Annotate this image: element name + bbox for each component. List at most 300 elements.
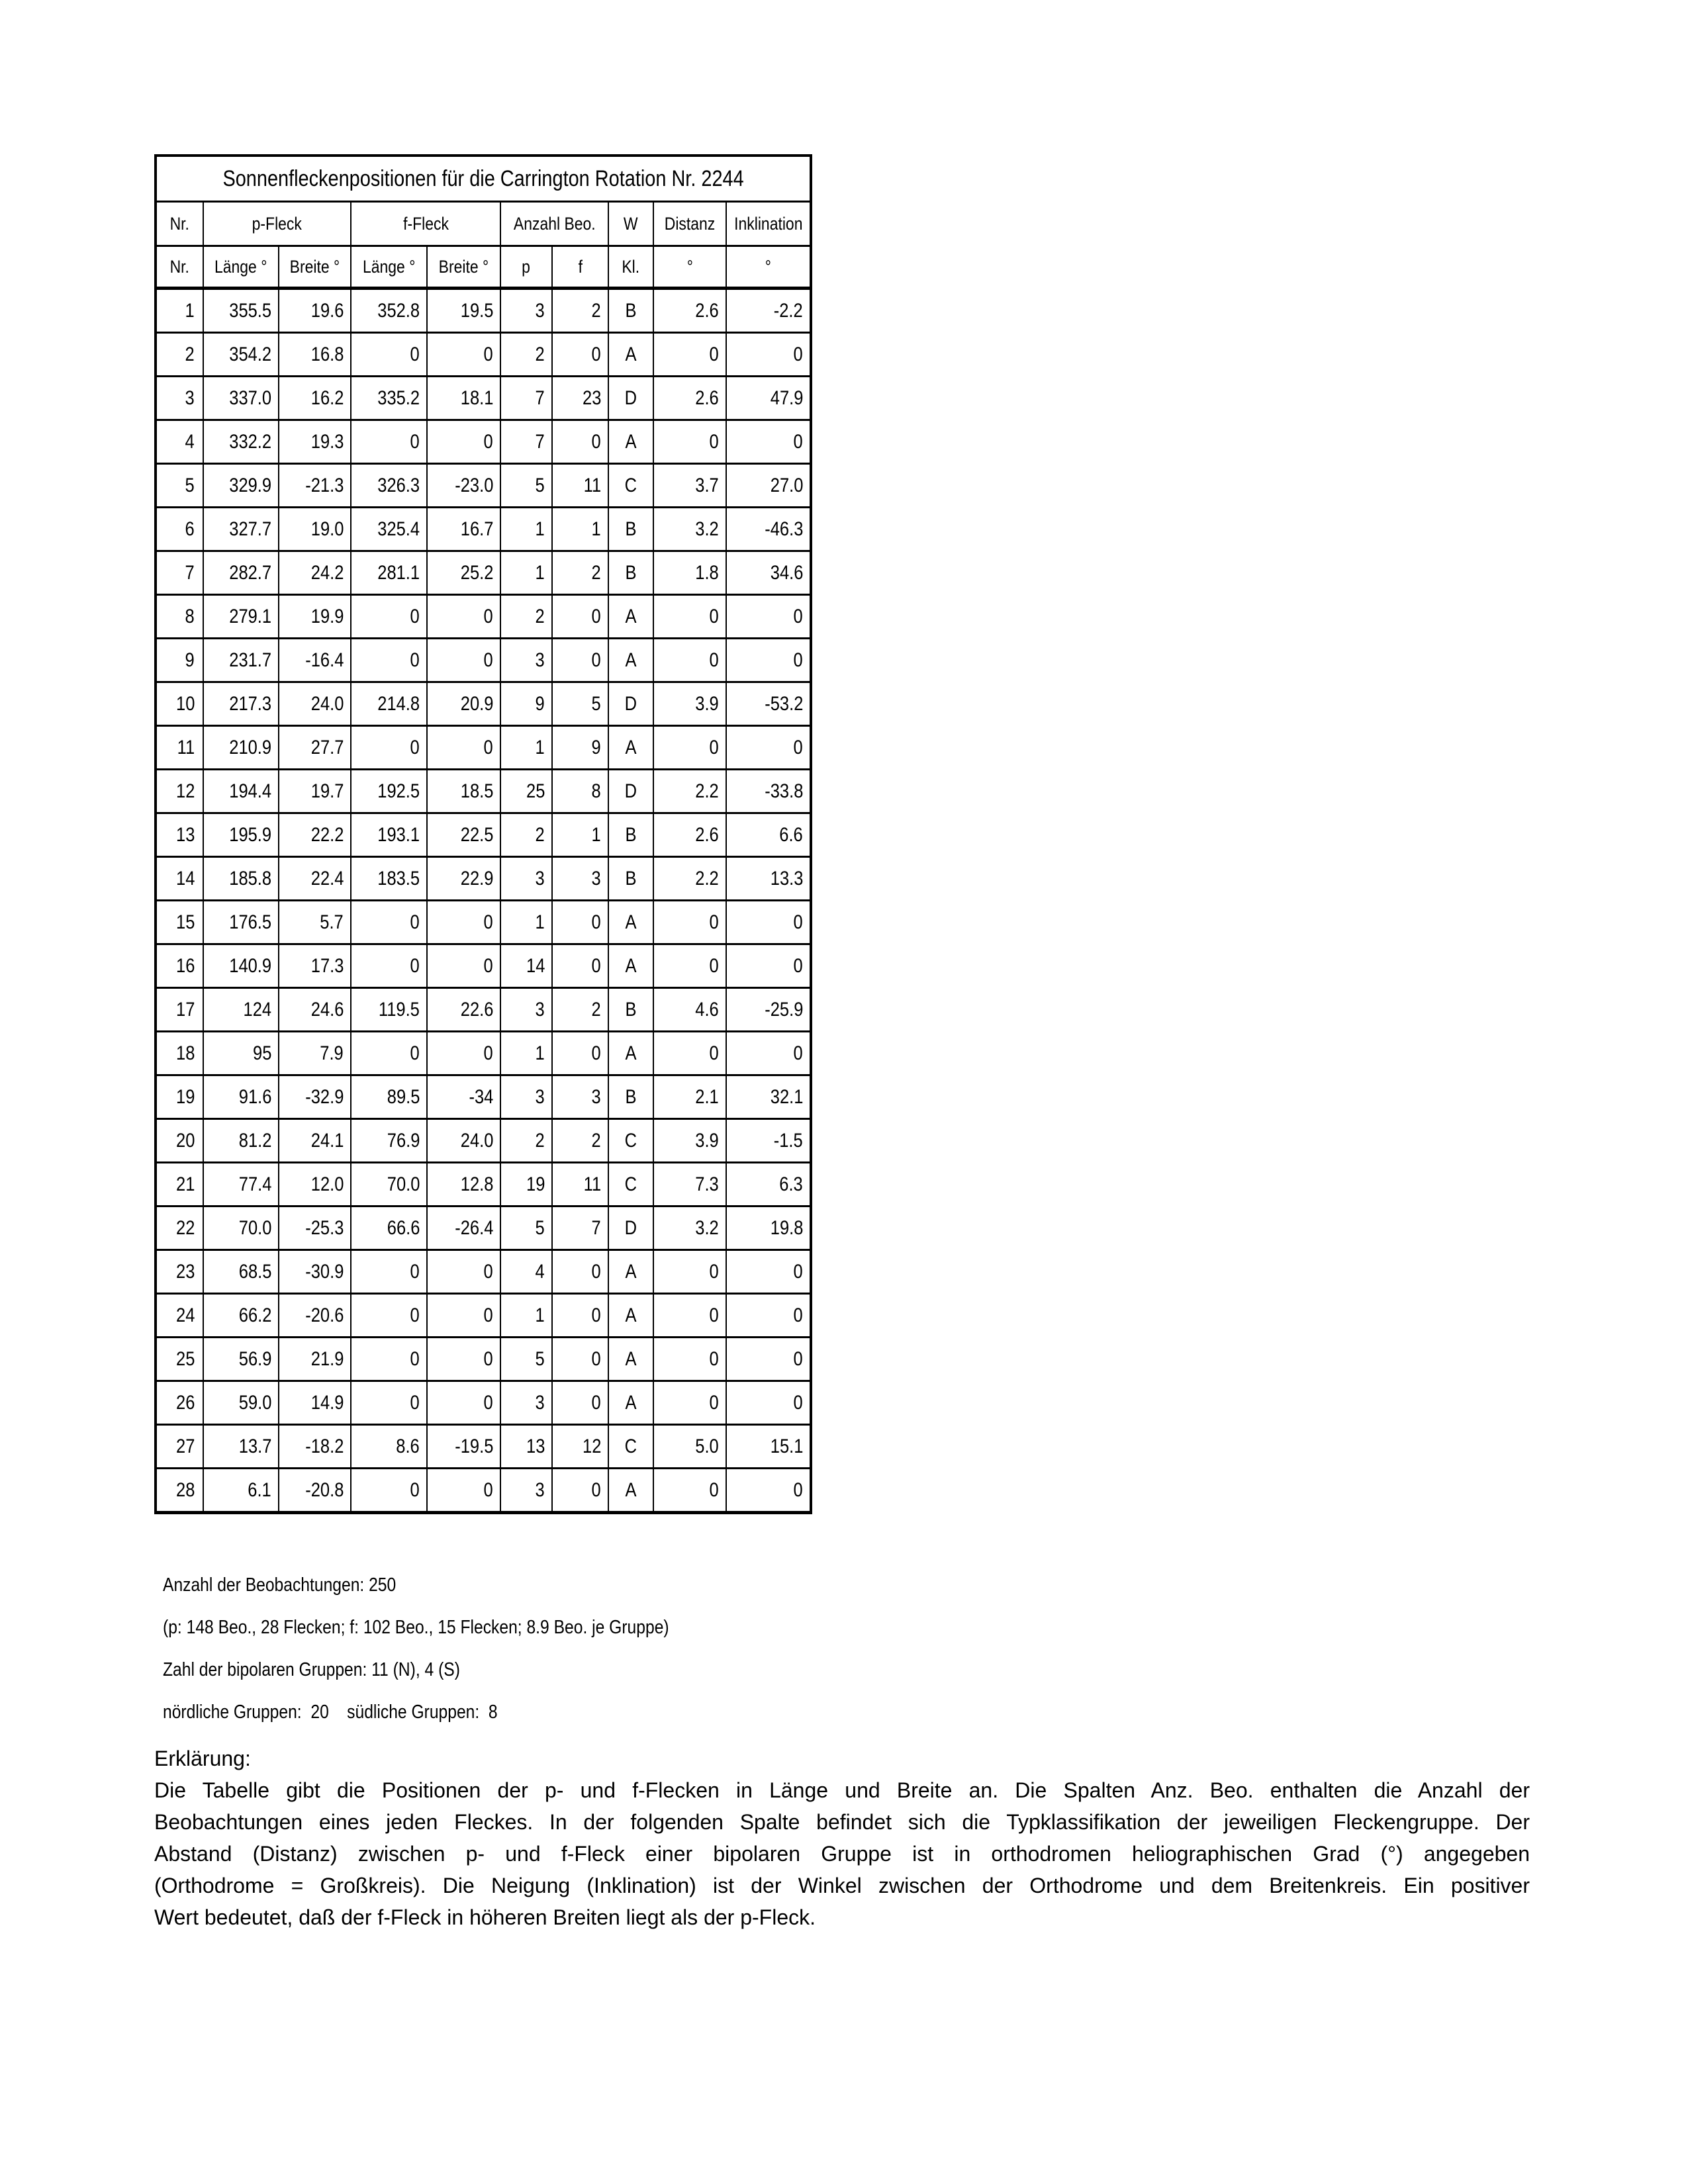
cell-p-breite: -21.3 — [279, 464, 351, 508]
cell-p-breite: -18.2 — [279, 1425, 351, 1469]
cell-f-laenge: 0 — [351, 333, 427, 377]
cell-p-laenge: 327.7 — [203, 508, 279, 551]
cell-nr: 3 — [156, 377, 203, 420]
cell-klasse: B — [608, 857, 653, 901]
summary-north-south-groups: nördliche Gruppen: 20 südliche Gruppen: 8 — [163, 1702, 498, 1723]
subheader-breite-p: Breite ° — [279, 246, 351, 289]
cell-anzahl-p: 3 — [500, 857, 552, 901]
summary-observation-detail: (p: 148 Beo., 28 Flecken; f: 102 Beo., 15 Flecken; 8.9 Beo. je Gruppe) — [163, 1617, 669, 1638]
cell-inklination: 0 — [726, 901, 811, 944]
cell-anzahl-f: 2 — [552, 551, 608, 595]
explanation-line: Wert bedeutet, daß der f-Fleck in höheren Breiten liegt als der p-Fleck. — [154, 1905, 816, 1929]
cell-inklination: 0 — [726, 726, 811, 770]
cell-nr: 27 — [156, 1425, 203, 1469]
cell-klasse: A — [608, 1338, 653, 1381]
cell-p-breite: 24.6 — [279, 988, 351, 1032]
header-anzahl-beo: Anzahl Beo. — [500, 202, 608, 246]
explanation-line: Beobachtungen eines jeden Fleckes. In der folgenden Spalte befindet sich die Typklassifikation der jeweiligen Fleckengruppe. Der — [154, 1810, 1530, 1834]
cell-nr: 10 — [156, 682, 203, 726]
table-row — [156, 464, 811, 508]
cell-inklination: 0 — [726, 1469, 811, 1513]
cell-f-laenge: 0 — [351, 1032, 427, 1075]
cell-inklination: 0 — [726, 1032, 811, 1075]
cell-p-breite: -20.6 — [279, 1294, 351, 1338]
cell-anzahl-f: 0 — [552, 1250, 608, 1294]
table-row — [156, 1206, 811, 1250]
cell-inklination: 6.6 — [726, 813, 811, 857]
cell-anzahl-p: 13 — [500, 1425, 552, 1469]
cell-p-laenge: 59.0 — [203, 1381, 279, 1425]
cell-p-laenge: 231.7 — [203, 639, 279, 682]
cell-klasse: A — [608, 639, 653, 682]
cell-inklination: 32.1 — [726, 1075, 811, 1119]
cell-anzahl-f: 2 — [552, 289, 608, 333]
cell-distanz: 0 — [653, 1338, 726, 1381]
cell-anzahl-p: 25 — [500, 770, 552, 813]
cell-anzahl-p: 2 — [500, 813, 552, 857]
cell-anzahl-f: 0 — [552, 1032, 608, 1075]
cell-klasse: A — [608, 1294, 653, 1338]
cell-nr: 6 — [156, 508, 203, 551]
cell-anzahl-p: 1 — [500, 551, 552, 595]
cell-anzahl-p: 2 — [500, 333, 552, 377]
cell-nr: 20 — [156, 1119, 203, 1163]
cell-distanz: 7.3 — [653, 1163, 726, 1206]
cell-p-breite: 19.0 — [279, 508, 351, 551]
cell-inklination: 47.9 — [726, 377, 811, 420]
cell-nr: 7 — [156, 551, 203, 595]
table-row — [156, 770, 811, 813]
cell-p-laenge: 68.5 — [203, 1250, 279, 1294]
cell-anzahl-p: 1 — [500, 901, 552, 944]
cell-distanz: 5.0 — [653, 1425, 726, 1469]
cell-klasse: D — [608, 377, 653, 420]
cell-distanz: 2.2 — [653, 770, 726, 813]
cell-f-laenge: 8.6 — [351, 1425, 427, 1469]
cell-anzahl-p: 5 — [500, 1338, 552, 1381]
cell-distanz: 4.6 — [653, 988, 726, 1032]
cell-p-laenge: 217.3 — [203, 682, 279, 726]
cell-anzahl-f: 0 — [552, 1294, 608, 1338]
cell-klasse: A — [608, 901, 653, 944]
cell-anzahl-f: 0 — [552, 944, 608, 988]
cell-distanz: 0 — [653, 1469, 726, 1513]
cell-distanz: 0 — [653, 901, 726, 944]
cell-klasse: A — [608, 420, 653, 464]
table-row — [156, 1075, 811, 1119]
cell-f-breite: 22.5 — [427, 813, 500, 857]
subheader-p: p — [500, 246, 552, 289]
table-row — [156, 1425, 811, 1469]
cell-f-breite: 22.6 — [427, 988, 500, 1032]
cell-p-breite: 19.6 — [279, 289, 351, 333]
cell-nr: 14 — [156, 857, 203, 901]
cell-p-breite: 24.0 — [279, 682, 351, 726]
cell-p-laenge: 77.4 — [203, 1163, 279, 1206]
cell-inklination: 0 — [726, 639, 811, 682]
cell-f-laenge: 0 — [351, 726, 427, 770]
cell-anzahl-p: 3 — [500, 1075, 552, 1119]
cell-anzahl-f: 0 — [552, 595, 608, 639]
cell-anzahl-f: 0 — [552, 639, 608, 682]
cell-f-breite: 19.5 — [427, 289, 500, 333]
cell-anzahl-f: 23 — [552, 377, 608, 420]
cell-p-breite: 12.0 — [279, 1163, 351, 1206]
cell-f-laenge: 0 — [351, 1381, 427, 1425]
cell-anzahl-f: 5 — [552, 682, 608, 726]
cell-p-laenge: 140.9 — [203, 944, 279, 988]
cell-p-breite: -32.9 — [279, 1075, 351, 1119]
cell-anzahl-f: 9 — [552, 726, 608, 770]
cell-klasse: A — [608, 1032, 653, 1075]
cell-inklination: 15.1 — [726, 1425, 811, 1469]
cell-klasse: D — [608, 1206, 653, 1250]
cell-nr: 22 — [156, 1206, 203, 1250]
subheader-laenge-f: Länge ° — [351, 246, 427, 289]
cell-klasse: D — [608, 682, 653, 726]
cell-klasse: B — [608, 988, 653, 1032]
cell-distanz: 0 — [653, 639, 726, 682]
subheader-nr: Nr. — [156, 246, 203, 289]
table-row — [156, 1338, 811, 1381]
cell-inklination: 34.6 — [726, 551, 811, 595]
cell-anzahl-f: 3 — [552, 1075, 608, 1119]
cell-anzahl-p: 1 — [500, 508, 552, 551]
header-f-fleck: f-Fleck — [351, 202, 500, 246]
cell-nr: 12 — [156, 770, 203, 813]
cell-p-laenge: 91.6 — [203, 1075, 279, 1119]
cell-nr: 15 — [156, 901, 203, 944]
cell-f-laenge: 0 — [351, 595, 427, 639]
cell-anzahl-p: 19 — [500, 1163, 552, 1206]
cell-p-laenge: 81.2 — [203, 1119, 279, 1163]
cell-distanz: 0 — [653, 1294, 726, 1338]
table-body — [156, 289, 811, 1513]
cell-f-laenge: 0 — [351, 944, 427, 988]
cell-nr: 5 — [156, 464, 203, 508]
cell-nr: 8 — [156, 595, 203, 639]
cell-f-breite: -23.0 — [427, 464, 500, 508]
cell-klasse: A — [608, 1381, 653, 1425]
cell-f-laenge: 0 — [351, 901, 427, 944]
explanation-line: Die Tabelle gibt die Positionen der p- und f-Flecken in Länge und Breite an. Die Spalten Anz. Beo. enthalten die Anzahl der — [154, 1778, 1530, 1802]
cell-inklination: 0 — [726, 420, 811, 464]
cell-f-laenge: 214.8 — [351, 682, 427, 726]
cell-p-breite: 27.7 — [279, 726, 351, 770]
cell-anzahl-f: 2 — [552, 988, 608, 1032]
cell-distanz: 3.2 — [653, 1206, 726, 1250]
cell-inklination: -25.9 — [726, 988, 811, 1032]
table-row — [156, 333, 811, 377]
cell-anzahl-f: 0 — [552, 420, 608, 464]
cell-distanz: 3.9 — [653, 682, 726, 726]
cell-klasse: A — [608, 1469, 653, 1513]
cell-anzahl-p: 3 — [500, 289, 552, 333]
cell-anzahl-p: 3 — [500, 1469, 552, 1513]
cell-inklination: -1.5 — [726, 1119, 811, 1163]
cell-nr: 28 — [156, 1469, 203, 1513]
cell-p-laenge: 124 — [203, 988, 279, 1032]
cell-anzahl-p: 7 — [500, 377, 552, 420]
cell-inklination: 0 — [726, 595, 811, 639]
cell-nr: 23 — [156, 1250, 203, 1294]
cell-distanz: 2.2 — [653, 857, 726, 901]
cell-anzahl-f: 1 — [552, 813, 608, 857]
cell-distanz: 0 — [653, 420, 726, 464]
cell-inklination: 19.8 — [726, 1206, 811, 1250]
cell-anzahl-p: 1 — [500, 1294, 552, 1338]
cell-f-laenge: 119.5 — [351, 988, 427, 1032]
table-row — [156, 639, 811, 682]
explanation-heading: Erklärung: — [154, 1747, 251, 1770]
cell-anzahl-f: 0 — [552, 901, 608, 944]
cell-inklination: -53.2 — [726, 682, 811, 726]
table-header-section — [156, 156, 811, 289]
cell-f-breite: 0 — [427, 901, 500, 944]
cell-distanz: 0 — [653, 1381, 726, 1425]
cell-inklination: 27.0 — [726, 464, 811, 508]
cell-nr: 9 — [156, 639, 203, 682]
cell-anzahl-p: 7 — [500, 420, 552, 464]
cell-p-breite: 21.9 — [279, 1338, 351, 1381]
cell-p-laenge: 13.7 — [203, 1425, 279, 1469]
cell-f-laenge: 193.1 — [351, 813, 427, 857]
cell-klasse: B — [608, 1075, 653, 1119]
cell-anzahl-p: 1 — [500, 726, 552, 770]
cell-klasse: A — [608, 595, 653, 639]
cell-nr: 1 — [156, 289, 203, 333]
cell-inklination: 13.3 — [726, 857, 811, 901]
header-distanz: Distanz — [653, 202, 726, 246]
cell-p-breite: 16.2 — [279, 377, 351, 420]
cell-f-breite: 0 — [427, 420, 500, 464]
cell-klasse: A — [608, 333, 653, 377]
cell-f-breite: -34 — [427, 1075, 500, 1119]
cell-inklination: 0 — [726, 333, 811, 377]
cell-distanz: 3.9 — [653, 1119, 726, 1163]
explanation-block — [154, 1743, 1530, 1933]
cell-p-laenge: 176.5 — [203, 901, 279, 944]
cell-f-laenge: 76.9 — [351, 1119, 427, 1163]
cell-nr: 13 — [156, 813, 203, 857]
summary-observation-count: Anzahl der Beobachtungen: 250 — [163, 1574, 397, 1596]
cell-anzahl-f: 0 — [552, 1338, 608, 1381]
cell-anzahl-f: 0 — [552, 1381, 608, 1425]
cell-p-laenge: 194.4 — [203, 770, 279, 813]
cell-p-laenge: 95 — [203, 1032, 279, 1075]
cell-anzahl-p: 5 — [500, 1206, 552, 1250]
cell-p-breite: 22.4 — [279, 857, 351, 901]
cell-anzahl-f: 2 — [552, 1119, 608, 1163]
cell-f-laenge: 66.6 — [351, 1206, 427, 1250]
cell-f-laenge: 89.5 — [351, 1075, 427, 1119]
cell-klasse: B — [608, 551, 653, 595]
cell-nr: 19 — [156, 1075, 203, 1119]
cell-f-breite: 18.5 — [427, 770, 500, 813]
cell-f-laenge: 325.4 — [351, 508, 427, 551]
cell-inklination: -33.8 — [726, 770, 811, 813]
cell-f-laenge: 0 — [351, 639, 427, 682]
cell-inklination: -2.2 — [726, 289, 811, 333]
cell-f-laenge: 281.1 — [351, 551, 427, 595]
cell-nr: 4 — [156, 420, 203, 464]
cell-distanz: 2.6 — [653, 377, 726, 420]
cell-p-laenge: 355.5 — [203, 289, 279, 333]
cell-distanz: 2.6 — [653, 289, 726, 333]
cell-klasse: C — [608, 1163, 653, 1206]
cell-nr: 18 — [156, 1032, 203, 1075]
cell-inklination: 0 — [726, 1294, 811, 1338]
cell-anzahl-f: 0 — [552, 333, 608, 377]
cell-inklination: 0 — [726, 1381, 811, 1425]
cell-f-breite: 0 — [427, 726, 500, 770]
cell-p-breite: 16.8 — [279, 333, 351, 377]
cell-anzahl-p: 4 — [500, 1250, 552, 1294]
cell-p-breite: -25.3 — [279, 1206, 351, 1250]
sunspot-positions-table — [154, 154, 812, 1514]
cell-f-breite: 0 — [427, 1381, 500, 1425]
cell-p-laenge: 282.7 — [203, 551, 279, 595]
cell-klasse: B — [608, 813, 653, 857]
cell-p-breite: 19.9 — [279, 595, 351, 639]
table-row — [156, 944, 811, 988]
cell-distanz: 3.7 — [653, 464, 726, 508]
cell-nr: 26 — [156, 1381, 203, 1425]
cell-klasse: C — [608, 464, 653, 508]
cell-f-laenge: 0 — [351, 420, 427, 464]
cell-p-laenge: 210.9 — [203, 726, 279, 770]
cell-f-breite: 0 — [427, 1294, 500, 1338]
header-inklination: Inklination — [726, 202, 811, 246]
header-row-units — [156, 246, 811, 289]
cell-distanz: 0 — [653, 1032, 726, 1075]
cell-klasse: B — [608, 508, 653, 551]
cell-p-breite: 14.9 — [279, 1381, 351, 1425]
cell-f-laenge: 335.2 — [351, 377, 427, 420]
cell-inklination: 6.3 — [726, 1163, 811, 1206]
table-row — [156, 988, 811, 1032]
table-row — [156, 551, 811, 595]
cell-f-breite: 0 — [427, 1250, 500, 1294]
table-row — [156, 595, 811, 639]
cell-f-breite: 0 — [427, 595, 500, 639]
cell-p-breite: 5.7 — [279, 901, 351, 944]
cell-p-breite: 7.9 — [279, 1032, 351, 1075]
cell-p-breite: 19.7 — [279, 770, 351, 813]
cell-inklination: 0 — [726, 944, 811, 988]
table-title: Sonnenfleckenpositionen für die Carrington Rotation Nr. 2244 — [222, 165, 744, 191]
cell-p-laenge: 195.9 — [203, 813, 279, 857]
cell-klasse: C — [608, 1119, 653, 1163]
cell-distanz: 0 — [653, 595, 726, 639]
cell-distanz: 0 — [653, 726, 726, 770]
cell-f-breite: 0 — [427, 944, 500, 988]
cell-inklination: -46.3 — [726, 508, 811, 551]
table-row — [156, 1381, 811, 1425]
cell-p-laenge: 70.0 — [203, 1206, 279, 1250]
cell-distanz: 0 — [653, 333, 726, 377]
table-row — [156, 726, 811, 770]
cell-f-breite: 25.2 — [427, 551, 500, 595]
cell-f-laenge: 326.3 — [351, 464, 427, 508]
cell-nr: 24 — [156, 1294, 203, 1338]
cell-p-breite: 24.2 — [279, 551, 351, 595]
cell-anzahl-p: 14 — [500, 944, 552, 988]
cell-distanz: 2.6 — [653, 813, 726, 857]
cell-p-laenge: 329.9 — [203, 464, 279, 508]
cell-f-breite: 0 — [427, 333, 500, 377]
subheader-f: f — [552, 246, 608, 289]
table-row — [156, 377, 811, 420]
cell-p-breite: 17.3 — [279, 944, 351, 988]
table-row — [156, 289, 811, 333]
cell-p-breite: 24.1 — [279, 1119, 351, 1163]
cell-f-laenge: 192.5 — [351, 770, 427, 813]
subheader-kl: Kl. — [608, 246, 653, 289]
table-row — [156, 420, 811, 464]
table-row — [156, 1294, 811, 1338]
cell-nr: 16 — [156, 944, 203, 988]
cell-f-laenge: 0 — [351, 1338, 427, 1381]
summary-bipolar-groups: Zahl der bipolaren Gruppen: 11 (N), 4 (S) — [163, 1659, 460, 1680]
cell-nr: 25 — [156, 1338, 203, 1381]
table-title-row — [156, 156, 811, 202]
cell-f-breite: 22.9 — [427, 857, 500, 901]
cell-f-breite: 16.7 — [427, 508, 500, 551]
cell-anzahl-f: 8 — [552, 770, 608, 813]
header-w: W — [608, 202, 653, 246]
cell-f-laenge: 352.8 — [351, 289, 427, 333]
cell-f-laenge: 0 — [351, 1294, 427, 1338]
cell-distanz: 3.2 — [653, 508, 726, 551]
cell-anzahl-f: 3 — [552, 857, 608, 901]
cell-anzahl-f: 12 — [552, 1425, 608, 1469]
cell-anzahl-f: 7 — [552, 1206, 608, 1250]
header-row-groups — [156, 202, 811, 246]
cell-nr: 21 — [156, 1163, 203, 1206]
cell-f-breite: 20.9 — [427, 682, 500, 726]
table-row — [156, 857, 811, 901]
cell-anzahl-p: 5 — [500, 464, 552, 508]
cell-f-breite: 24.0 — [427, 1119, 500, 1163]
subheader-laenge-p: Länge ° — [203, 246, 279, 289]
cell-nr: 11 — [156, 726, 203, 770]
cell-p-laenge: 185.8 — [203, 857, 279, 901]
cell-p-breite: 19.3 — [279, 420, 351, 464]
cell-nr: 2 — [156, 333, 203, 377]
explanation-line: (Orthodrome = Großkreis). Die Neigung (Inklination) ist der Winkel zwischen der Orthodrome und dem Breitenkreis. Ein positiver — [154, 1874, 1530, 1897]
cell-f-laenge: 0 — [351, 1250, 427, 1294]
cell-inklination: 0 — [726, 1338, 811, 1381]
summary-block — [163, 1564, 759, 1733]
cell-p-laenge: 354.2 — [203, 333, 279, 377]
cell-p-breite: -30.9 — [279, 1250, 351, 1294]
cell-klasse: C — [608, 1425, 653, 1469]
cell-distanz: 2.1 — [653, 1075, 726, 1119]
cell-klasse: B — [608, 289, 653, 333]
cell-p-laenge: 332.2 — [203, 420, 279, 464]
cell-f-laenge: 70.0 — [351, 1163, 427, 1206]
cell-f-breite: 0 — [427, 1032, 500, 1075]
cell-anzahl-f: 1 — [552, 508, 608, 551]
cell-klasse: A — [608, 1250, 653, 1294]
cell-f-breite: 0 — [427, 1338, 500, 1381]
cell-anzahl-f: 0 — [552, 1469, 608, 1513]
cell-anzahl-f: 11 — [552, 464, 608, 508]
subheader-inklination-unit: ° — [726, 246, 811, 289]
cell-anzahl-f: 11 — [552, 1163, 608, 1206]
header-nr: Nr. — [156, 202, 203, 246]
